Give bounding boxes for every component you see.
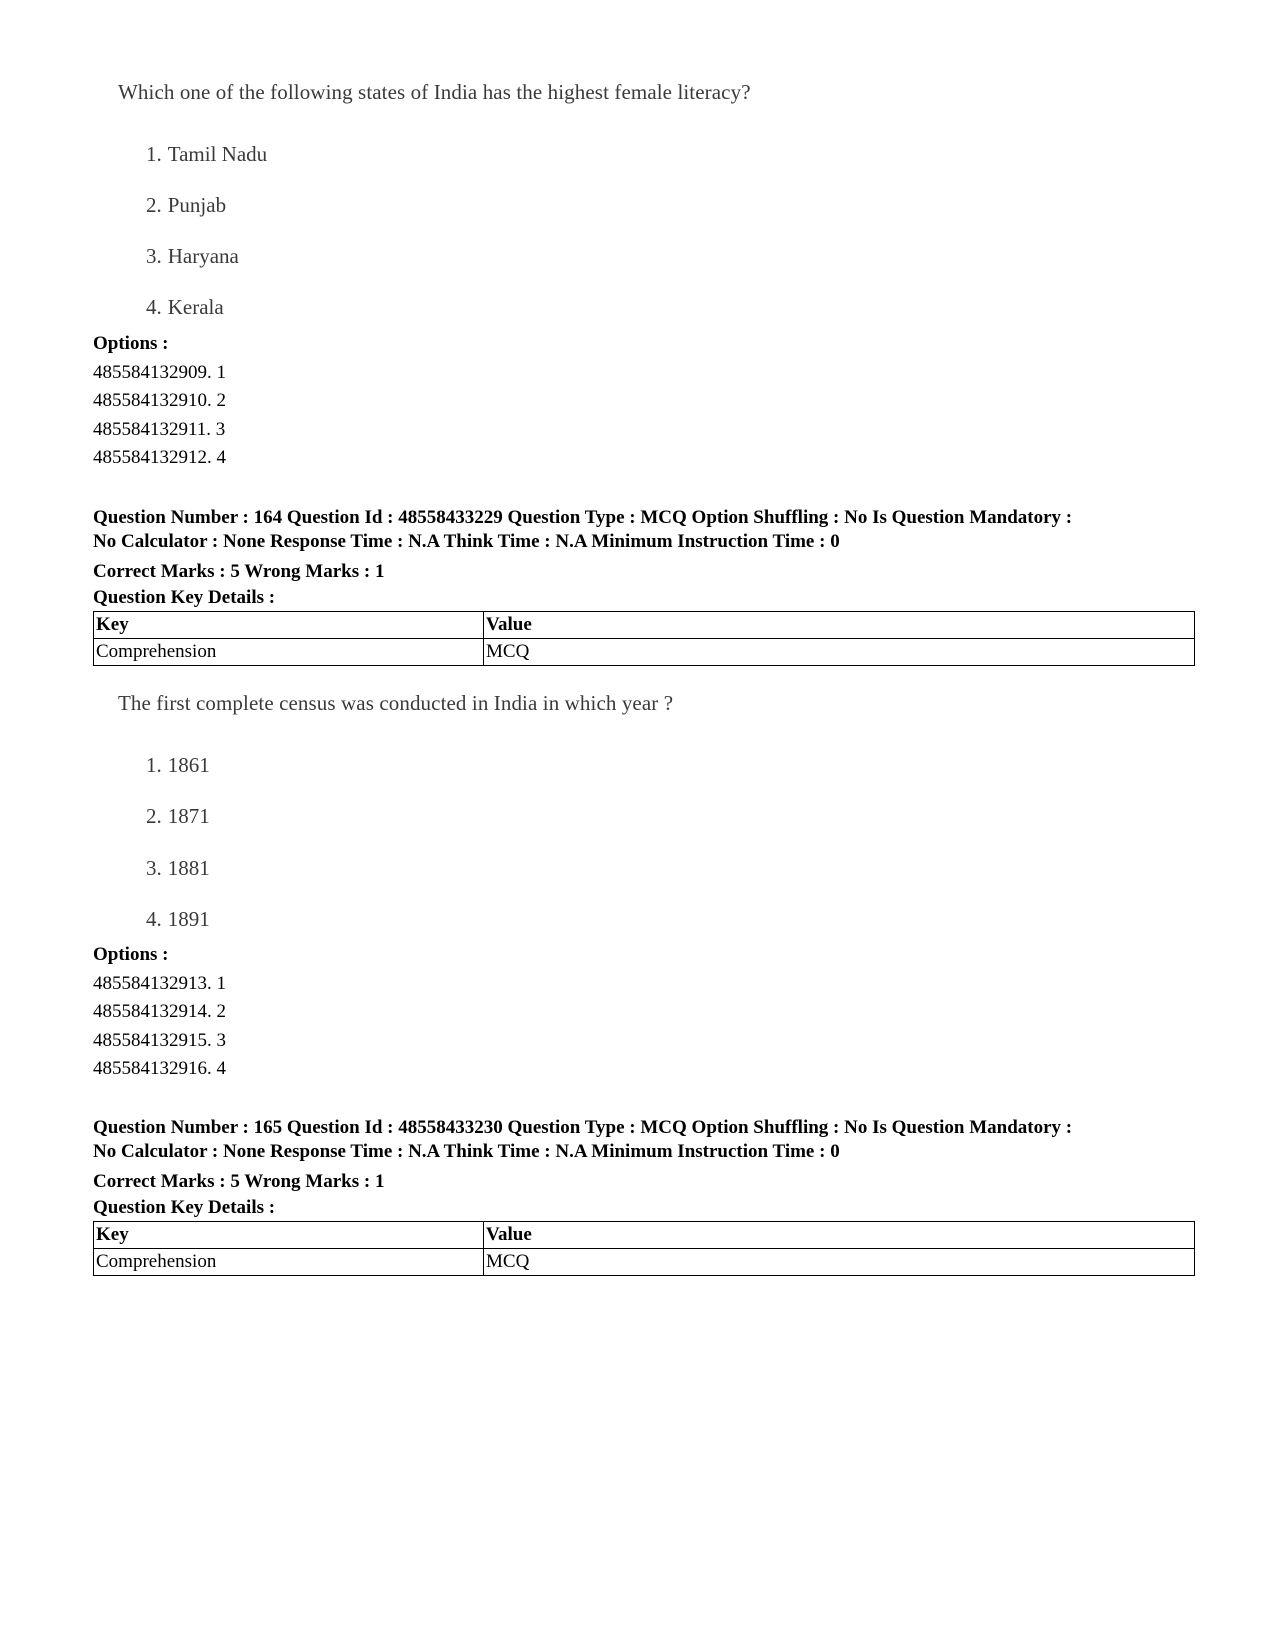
option-item: 485584132911. 3 [93, 418, 226, 440]
option-item: 485584132910. 2 [93, 390, 226, 411]
option-item: 485584132915. 3 [93, 1029, 226, 1051]
table-header-value: Value [484, 612, 1195, 639]
key-details-title: Question Key Details : [93, 587, 276, 608]
options-title: Options : [93, 944, 169, 965]
marks-line: Correct Marks : 5 Wrong Marks : 1 [93, 561, 385, 582]
options-title: Options : [93, 333, 169, 354]
options-block-1 [93, 330, 226, 473]
question-image-2 [110, 691, 870, 931]
table-cell-value: MCQ [484, 639, 1195, 666]
question-image-1 [110, 80, 870, 319]
table-header-value: Value [484, 1222, 1195, 1249]
question-stem: The first complete census was conducted in India in which year ? [118, 691, 674, 715]
table-row [94, 639, 1195, 666]
options-block-2 [93, 941, 226, 1084]
question-choice: 1. Tamil Nadu [146, 142, 268, 166]
meta-line-1: Question Number : 165 Question Id : 48558433230 Question Type : MCQ Option Shuffling : No Is Question Mandatory : [93, 1117, 1073, 1138]
question-meta-165 [93, 1116, 1193, 1220]
meta-line-2: No Calculator : None Response Time : N.A Think Time : N.A Minimum Instruction Time : 0 [93, 531, 840, 552]
option-item: 485584132913. 1 [93, 972, 226, 994]
option-item: 485584132914. 2 [93, 1001, 226, 1022]
key-details-title: Question Key Details : [93, 1197, 276, 1218]
option-item: 485584132909. 1 [93, 361, 226, 383]
table-cell-value: MCQ [484, 1249, 1195, 1276]
question-choice: 3. 1881 [146, 856, 210, 880]
marks-line: Correct Marks : 5 Wrong Marks : 1 [93, 1171, 385, 1192]
table-cell-key: Comprehension [94, 1249, 484, 1276]
question-choice: 3. Haryana [146, 244, 239, 268]
option-item: 485584132912. 4 [93, 447, 226, 468]
question-choice: 2. Punjab [146, 193, 227, 217]
table-cell-key: Comprehension [94, 639, 484, 666]
key-table-164 [93, 611, 1195, 666]
table-header-key: Key [94, 1222, 484, 1249]
question-choice: 1. 1861 [146, 753, 210, 777]
meta-line-1: Question Number : 164 Question Id : 48558433229 Question Type : MCQ Option Shuffling : No Is Question Mandatory : [93, 507, 1073, 528]
question-meta-164 [93, 506, 1193, 610]
meta-line-2: No Calculator : None Response Time : N.A Think Time : N.A Minimum Instruction Time : 0 [93, 1141, 840, 1162]
table-header-row [94, 612, 1195, 639]
table-header-row [94, 1222, 1195, 1249]
table-row [94, 1249, 1195, 1276]
question-choice: 2. 1871 [146, 804, 210, 828]
table-header-key: Key [94, 612, 484, 639]
question-choice: 4. 1891 [146, 907, 210, 931]
option-item: 485584132916. 4 [93, 1058, 226, 1079]
question-stem: Which one of the following states of India has the highest female literacy? [118, 80, 751, 104]
key-table-165 [93, 1221, 1195, 1276]
question-choice: 4. Kerala [146, 295, 224, 319]
